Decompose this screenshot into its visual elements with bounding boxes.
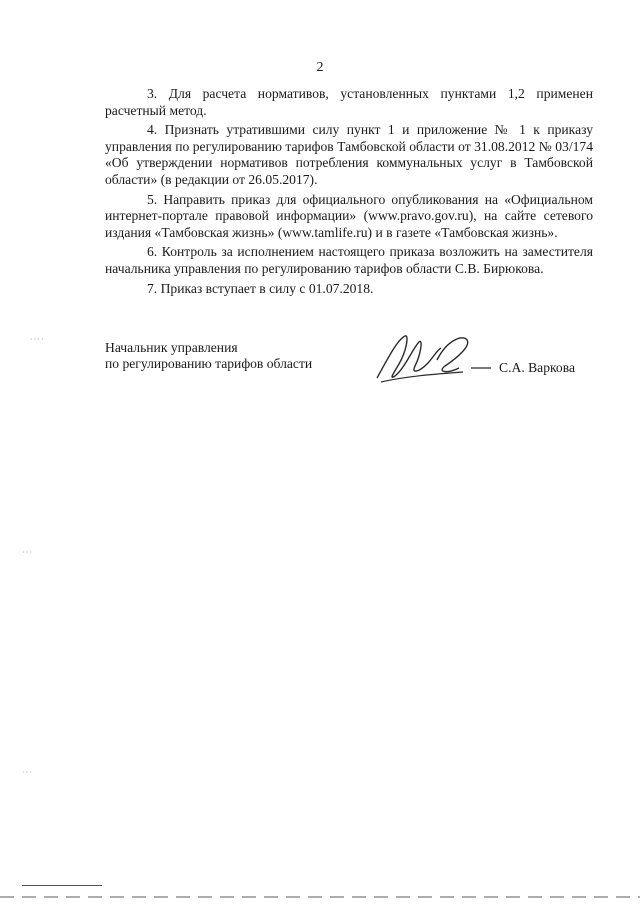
paragraph-4: 4. Признать утратившими силу пункт 1 и приложение № 1 к приказу управления по регулированию тарифов Тамбовской области от 31.08.2012 № 03/174 «Об утверждении нормативов потребления коммунальных услуг в Тамбовской области» (в редакции от 26.05.2017).	[105, 122, 593, 187]
paragraph-6: 6. Контроль за исполнением настоящего приказа возложить на заместителя начальника управления по регулированию тарифов области С.В. Бирюкова.	[105, 244, 593, 276]
signatory-title-line-2: по регулированию тарифов области	[105, 356, 313, 371]
handwritten-signature	[367, 330, 497, 390]
margin-scan-mark: ···	[22, 768, 33, 777]
paragraph-3: 3. Для расчета нормативов, установленных пунктами 1,2 применен расчетный метод.	[105, 86, 593, 118]
page-number: 2	[316, 60, 324, 75]
signature-block	[105, 340, 593, 390]
margin-scan-mark: ····	[30, 335, 45, 344]
order-body	[105, 86, 593, 300]
scan-edge-dashes	[0, 896, 640, 898]
signatory-title-line-1: Начальник управления	[105, 340, 238, 355]
margin-scan-mark: ···	[22, 548, 33, 557]
footer-rule	[22, 885, 102, 886]
paragraph-5: 5. Направить приказ для официального опубликования на «Официальном интернет-портале правовой информации» (www.pravo.gov.ru), на сайте сетевого издания «Тамбовская жизнь» (www.tamlife.ru) и в газете «Тамбовская жизнь».	[105, 191, 593, 240]
paragraph-7: 7. Приказ вступает в силу с 01.07.2018.	[147, 280, 374, 296]
signatory-name: С.А. Варкова	[499, 360, 575, 375]
